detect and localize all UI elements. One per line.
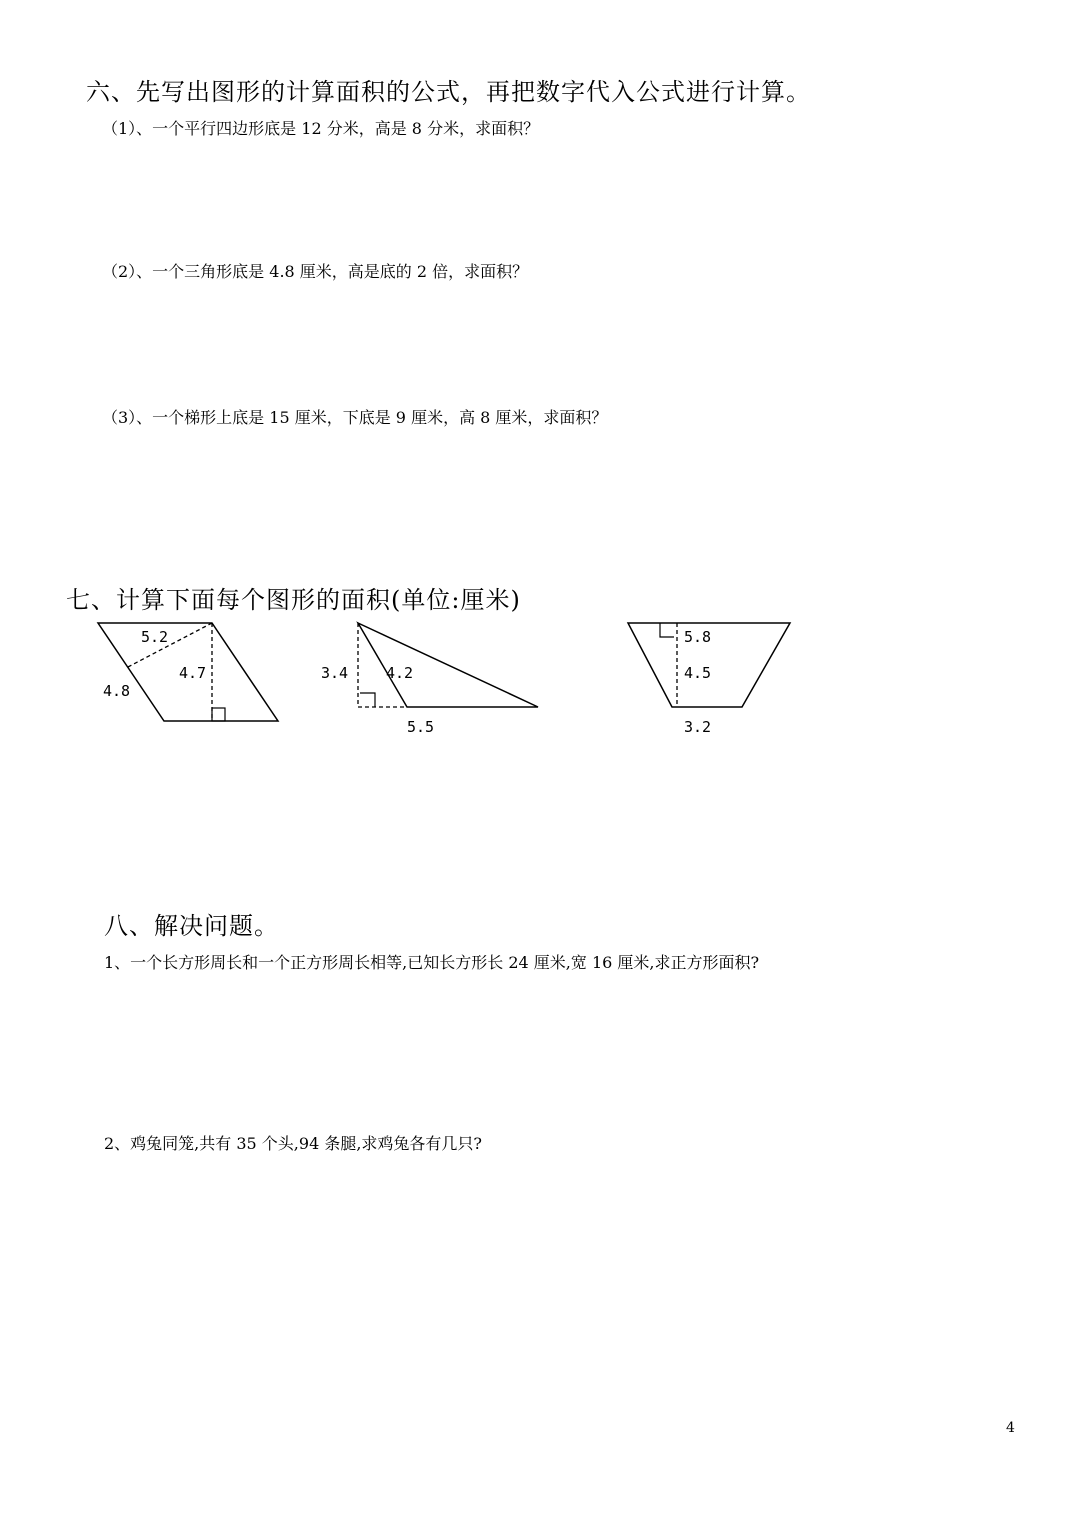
triangle-label-base: 5.5 — [407, 718, 435, 736]
right-angle-mark — [660, 623, 674, 637]
triangle-label-side: 4.2 — [386, 664, 414, 682]
section-6-title: 六、先写出图形的计算面积的公式，再把数字代入公式进行计算。 — [86, 78, 811, 106]
trapezoid-figure — [620, 615, 800, 740]
trapezoid-label-height: 4.5 — [684, 664, 712, 682]
parallelogram-label-side: 4.8 — [103, 682, 131, 700]
question-8-1: 1、一个长方形周长和一个正方形周长相等,已知长方形长 24 厘米,宽 16 厘米,求正方形面积? — [104, 953, 760, 972]
question-6-2: （2）、一个三角形底是 4.8 厘米，高是底的 2 倍，求面积？ — [102, 262, 529, 281]
question-6-3: （3）、一个梯形上底是 15 厘米，下底是 9 厘米，高 8 厘米，求面积？ — [102, 408, 608, 427]
right-angle-mark — [360, 693, 375, 707]
trapezoid-label-bottom: 3.2 — [684, 718, 712, 736]
trapezoid-label-top: 5.8 — [684, 628, 712, 646]
question-8-2: 2、鸡兔同笼,共有 35 个头,94 条腿,求鸡兔各有几只? — [104, 1134, 482, 1153]
parallelogram-label-top: 5.2 — [141, 628, 169, 646]
triangle-label-left: 3.4 — [321, 664, 349, 682]
question-6-1: （1）、一个平行四边形底是 12 分米，高是 8 分米，求面积？ — [102, 119, 540, 138]
section-7-title: 七、计算下面每个图形的面积(单位:厘米) — [66, 586, 521, 614]
triangle-figure — [315, 615, 545, 740]
triangle-shape — [358, 623, 538, 707]
page-number: 4 — [1006, 1420, 1015, 1436]
section-8-title: 八、解决问题。 — [104, 912, 279, 940]
right-angle-mark — [212, 708, 225, 721]
parallelogram-figure — [90, 615, 290, 740]
parallelogram-label-height: 4.7 — [179, 664, 207, 682]
